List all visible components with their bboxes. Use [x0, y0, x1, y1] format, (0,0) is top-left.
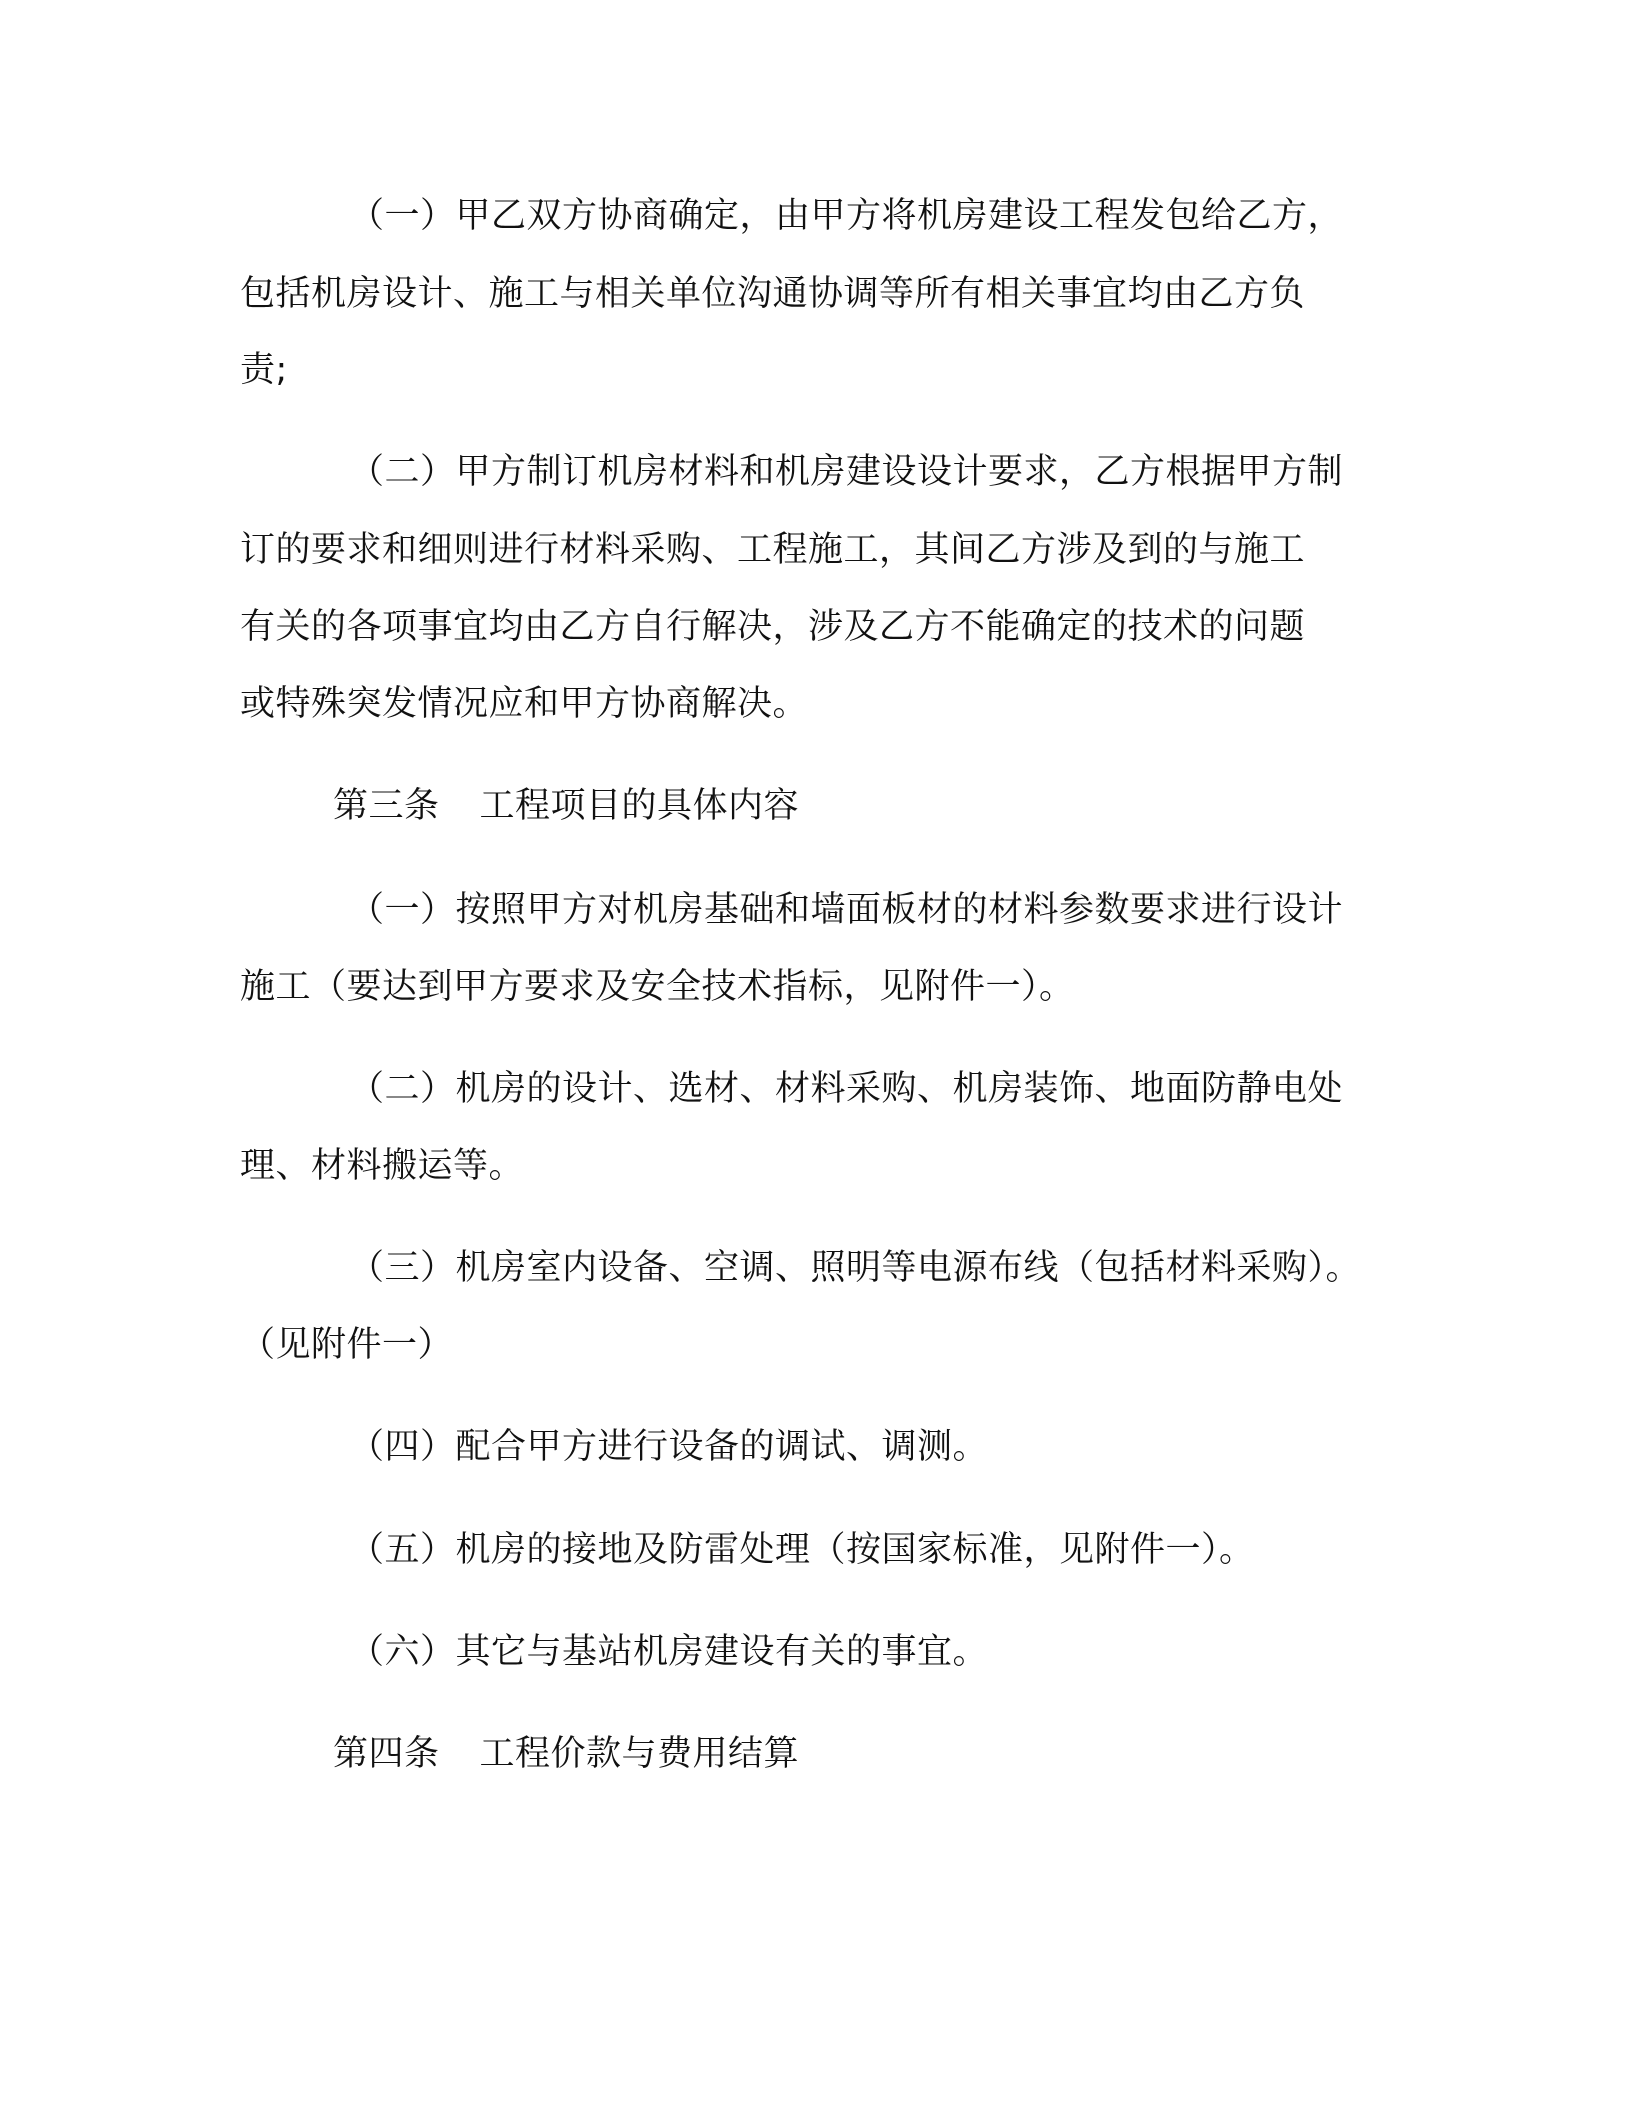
item-line: 施工（要达到甲方要求及安全技术指标，见附件一）。 — [240, 967, 1075, 1007]
paragraph-line: （二）甲方制订机房材料和机房建设设计要求，乙方根据甲方制 — [349, 452, 1344, 492]
item-line: （六）其它与基站机房建设有关的事宜。 — [349, 1632, 989, 1672]
article-4-heading — [333, 1716, 1493, 1793]
article-4-number: 第四条 — [333, 1734, 440, 1774]
paragraph-line: 有关的各项事宜均由乙方自行解决，涉及乙方不能确定的技术的问题 — [240, 607, 1306, 647]
paragraph-line: 责; — [240, 350, 288, 390]
paragraph-line: 订的要求和细则进行材料采购、工程施工，其间乙方涉及到的与施工 — [240, 530, 1306, 570]
article-4-title: 工程价款与费用结算 — [479, 1734, 800, 1774]
item-line: （五）机房的接地及防雷处理（按国家标准，见附件一）。 — [349, 1530, 1255, 1570]
item-line: （一）按照甲方对机房基础和墙面板材的材料参数要求进行设计 — [349, 890, 1344, 930]
article-3-title: 工程项目的具体内容 — [479, 786, 800, 826]
item-line: （二）机房的设计、选材、材料采购、机房装饰、地面防静电处 — [349, 1069, 1344, 1109]
item-line: （见附件一） — [240, 1325, 454, 1365]
paragraph-line: 包括机房设计、施工与相关单位沟通协调等所有相关事宜均由乙方负 — [240, 274, 1306, 314]
item-line: （三）机房室内设备、空调、照明等电源布线（包括材料采购）。 — [349, 1248, 1362, 1288]
paragraph-line: （一）甲乙双方协商确定，由甲方将机房建设工程发包给乙方， — [349, 196, 1344, 236]
item-line: 理、材料搬运等。 — [240, 1146, 525, 1186]
article-3-number: 第三条 — [333, 786, 440, 826]
paragraph-line: 或特殊突发情况应和甲方协商解决。 — [240, 684, 809, 724]
item-line: （四）配合甲方进行设备的调试、调测。 — [349, 1427, 989, 1467]
article-3-heading — [333, 768, 1493, 845]
